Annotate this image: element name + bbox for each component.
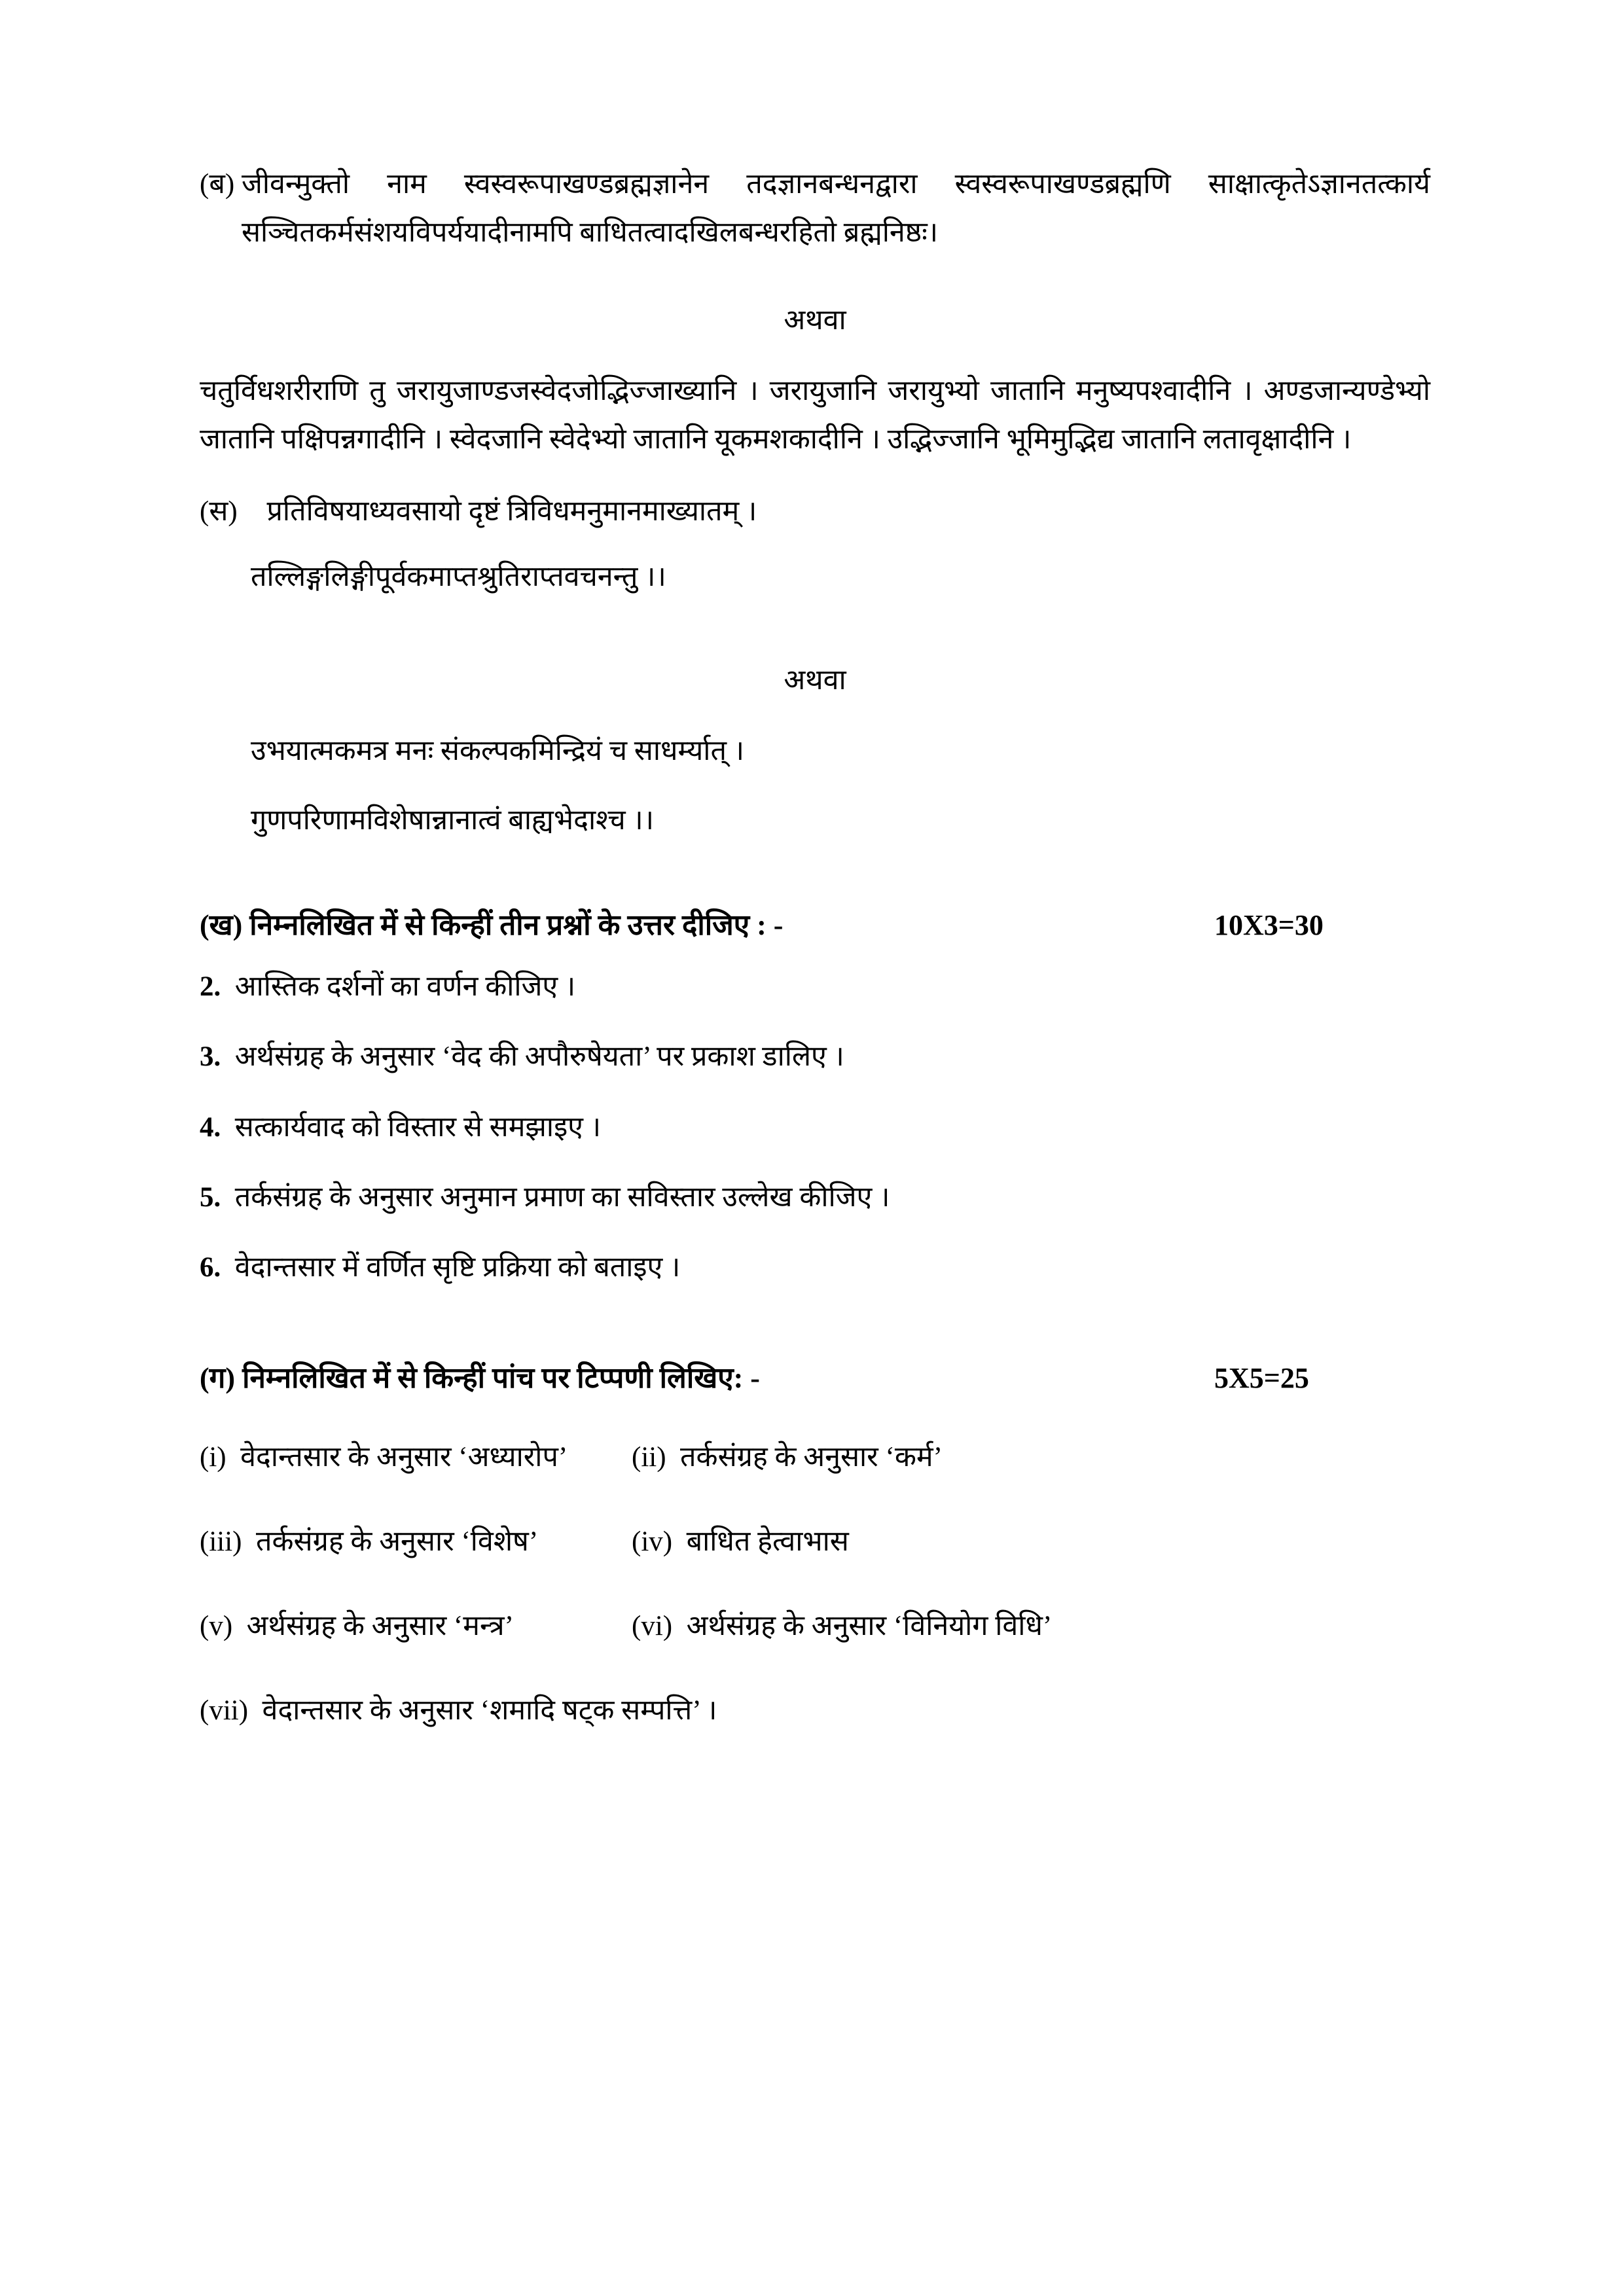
question-item <box>200 1244 1430 1291</box>
section-kha-heading-row <box>200 901 1430 950</box>
note-text: बाधित हेत्वाभास <box>686 1526 849 1557</box>
question-text: तर्कसंग्रह के अनुसार अनुमान प्रमाण का सविस्तार उल्लेख कीजिए । <box>234 1181 890 1213</box>
spacer <box>200 605 1430 634</box>
question-item <box>200 963 1430 1011</box>
question-item <box>200 1033 1430 1081</box>
note-item <box>200 1518 632 1566</box>
note-item <box>200 1602 632 1650</box>
note-text: तर्कसंग्रह के अनुसार ‘विशेष’ <box>255 1526 539 1557</box>
note-label: (vi) <box>632 1610 679 1641</box>
question-number: 5. <box>200 1181 228 1213</box>
section-ga-heading-row <box>200 1354 1430 1403</box>
note-row <box>200 1602 1430 1650</box>
note-item <box>632 1518 1221 1566</box>
item-sa <box>200 488 1430 536</box>
spacer <box>200 536 1430 553</box>
item-ba <box>200 160 1430 257</box>
note-label: (iii) <box>200 1526 249 1557</box>
note-item <box>200 1687 717 1734</box>
question-text: अर्थसंग्रह के अनुसार ‘वेद की अपौरुषेयता’ पर प्रकाश डालिए । <box>234 1041 844 1073</box>
question-text: वेदान्तसार में वर्णित सृष्टि प्रक्रिया को बताइए । <box>234 1251 681 1283</box>
note-text: अर्थसंग्रह के अनुसार ‘मन्त्र’ <box>246 1610 514 1641</box>
page-body <box>200 160 1430 1734</box>
note-text: वेदान्तसार के अनुसार ‘शमादि षट्क सम्पत्ति’ । <box>262 1695 717 1726</box>
section-kha-heading: (ख) निम्नलिखित में से किन्हीं तीन प्रश्नों के उत्तर दीजिए : - <box>200 908 784 941</box>
note-row <box>200 1687 1430 1734</box>
note-text: वेदान्तसार के अनुसार ‘अध्यारोप’ <box>240 1441 568 1473</box>
note-label: (vii) <box>200 1695 255 1726</box>
note-item <box>632 1433 1221 1481</box>
question-item <box>200 1103 1430 1151</box>
question-number: 3. <box>200 1041 228 1073</box>
question-number: 6. <box>200 1251 228 1283</box>
question-number: 4. <box>200 1111 228 1143</box>
item-ba-text: जीवन्मुक्तो नाम स्वस्वरूपाखण्डब्रह्मज्ञानेन तदज्ञानबन्धनद्वारा स्वस्वरूपाखण्डब्रह्मणि साक्षात्कृतेऽज्ञानतत्कार्य सञ्चितकर्मसंशयविपर्ययादीनामपि बाधितत्वादखिलबन्धरहितो ब्रह्मनिष्ठः। <box>241 169 1430 248</box>
spacer <box>200 849 1430 878</box>
spacer <box>200 257 1430 274</box>
verse-line-1: तल्लिङ्गलिङ्गीपूर्वकमाप्तश्रुतिराप्तवचनन्तु ।। <box>251 561 666 592</box>
item-sa-marker: (स) <box>200 495 245 527</box>
item-sa-text: प्रतिविषयाध्यवसायो दृष्टं त्रिविधमनुमानमाख्यातम् । <box>266 495 757 527</box>
alternative-label-1: अथवा <box>784 304 846 336</box>
note-text: अर्थसंग्रह के अनुसार ‘विनियोग विधि’ <box>686 1610 1053 1641</box>
section-ga-heading: (ग) निम्नलिखित में से किन्हीं पांच पर टिप्पणी लिखिए: - <box>200 1361 760 1394</box>
spacer <box>200 1416 1430 1433</box>
note-label: (iv) <box>632 1526 679 1557</box>
note-row <box>200 1518 1430 1566</box>
note-item <box>200 1433 632 1481</box>
paragraph-chaturvidha: चतुर्विधशरीराणि तु जरायुजाण्डजस्वेदजोद्भिज्जाख्यानि । जरायुजानि जरायुभ्यो जातानि मनुष्यपश्वादीनि । अण्डजान्यण्डेभ्यो जातानि पक्षिपन्नगादीनि । स्वेदजानि स्वेदेभ्यो जातानि यूकमशकादीनि । उद्भिज्जानि भूमिमुद्भिद्य जातानि लतावृक्षादीनि । <box>200 375 1430 455</box>
note-row <box>200 1433 1430 1481</box>
note-label: (i) <box>200 1441 234 1473</box>
note-label: (v) <box>200 1610 240 1641</box>
section-ga-marks: 5X5=25 <box>1214 1361 1309 1394</box>
verse-line-2: उभयात्मकमत्र मनः संकल्पकमिन्द्रियं च साधर्म्यात् । <box>251 735 745 766</box>
question-text: सत्कार्यवाद को विस्तार से समझाइए । <box>234 1111 602 1143</box>
item-ba-marker: (ब) <box>200 169 242 200</box>
question-text: आस्तिक दर्शनों का वर्णन कीजिए । <box>234 971 576 1003</box>
spacer <box>200 471 1430 488</box>
question-number: 2. <box>200 971 228 1003</box>
alternative-label-2: अथवा <box>784 664 846 696</box>
spacer <box>200 780 1430 797</box>
note-text: तर्कसंग्रह के अनुसार ‘कर्म’ <box>680 1441 943 1473</box>
spacer <box>200 1314 1430 1331</box>
question-item <box>200 1174 1430 1221</box>
note-label: (ii) <box>632 1441 674 1473</box>
note-item <box>632 1602 1221 1650</box>
verse-line-3: गुणपरिणामविशेषान्नानात्वं बाह्यभेदाश्च ।। <box>251 804 655 836</box>
section-kha-marks: 10X3=30 <box>1214 908 1324 941</box>
